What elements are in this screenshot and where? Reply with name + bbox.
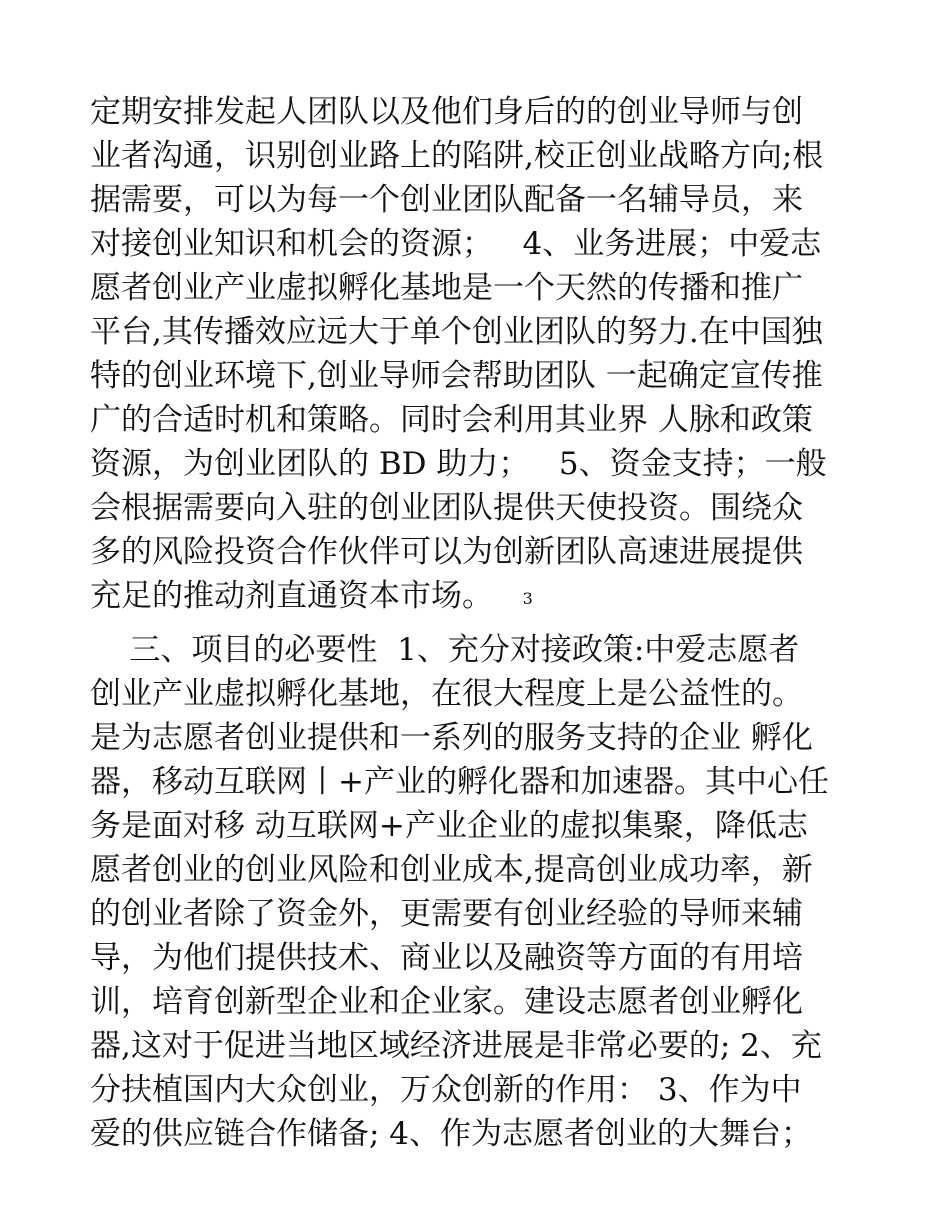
text-line: 创业产业虚拟孵化基地，在很大程度上是公益性的。 <box>90 676 803 712</box>
text-line: 是为志愿者创业提供和一系列的服务支持的企业 孵化 <box>90 720 813 756</box>
text-line: 广的合适时机和策略。同时会利用其业界 人脉和政策 <box>90 402 813 438</box>
text-line: 爱的供应链合作储备; 4、作为志愿者创业的大舞台； <box>90 1116 813 1152</box>
text-line: 多的风险投资合作伙伴可以为创新团队高速进展提供 <box>90 534 803 570</box>
text-line: 器,这对于促进当地区域经济进展是非常必要的; 2、充 <box>90 1028 822 1064</box>
text-line: 定期安排发起人团队以及他们身后的的创业导师与创 <box>90 94 803 130</box>
text-line: 愿者创业的创业风险和创业成本,提高创业成功率，新 <box>90 852 813 888</box>
text-line: 的创业者除了资金外，更需要有创业经验的导师来辅 <box>90 896 803 932</box>
text-line: 分扶植国内大众创业，万众创新的作用： 3、作为中 <box>90 1072 802 1108</box>
text-line: 特的创业环境下,创业导师会帮助团队 一起确定宣传推 <box>90 358 823 394</box>
text-line-content: 充足的推动剂直通资本市场。 <box>90 578 523 614</box>
text-line: 训，培育创新型企业和企业家。建设志愿者创业孵化 <box>90 984 803 1020</box>
text-line: 对接创业知识和机会的资源； 4、业务进展；中爱志 <box>90 226 822 262</box>
text-line-last <box>90 576 533 621</box>
text-line: 据需要，可以为每一个创业团队配备一名辅导员，来 <box>90 182 803 218</box>
text-line: 务是面对移 动互联网+产业企业的虚拟集聚，降低志 <box>90 808 808 844</box>
page-number: 3 <box>522 589 533 608</box>
text-line: 会根据需要向入驻的创业团队提供天使投资。围绕众 <box>90 490 803 526</box>
section-heading-line: 三、项目的必要性 1、充分对接政策:中爱志愿者 <box>90 632 800 668</box>
text-line: 平台,其传播效应远大于单个创业团队的努力.在中国独 <box>90 314 823 350</box>
text-line: 导，为他们提供技术、商业以及融资等方面的有用培 <box>90 940 803 976</box>
text-line: 业者沟通，识别创业路上的陷阱,校正创业战略方向;根 <box>90 138 824 174</box>
text-line: 器，移动互联网丨+产业的孵化器和加速器。其中心任 <box>90 764 829 800</box>
text-line: 资源，为创业团队的 BD 助力； 5、资金支持；一般 <box>90 446 827 482</box>
text-line: 愿者创业产业虚拟孵化基地是一个天然的传播和推广 <box>90 270 803 306</box>
